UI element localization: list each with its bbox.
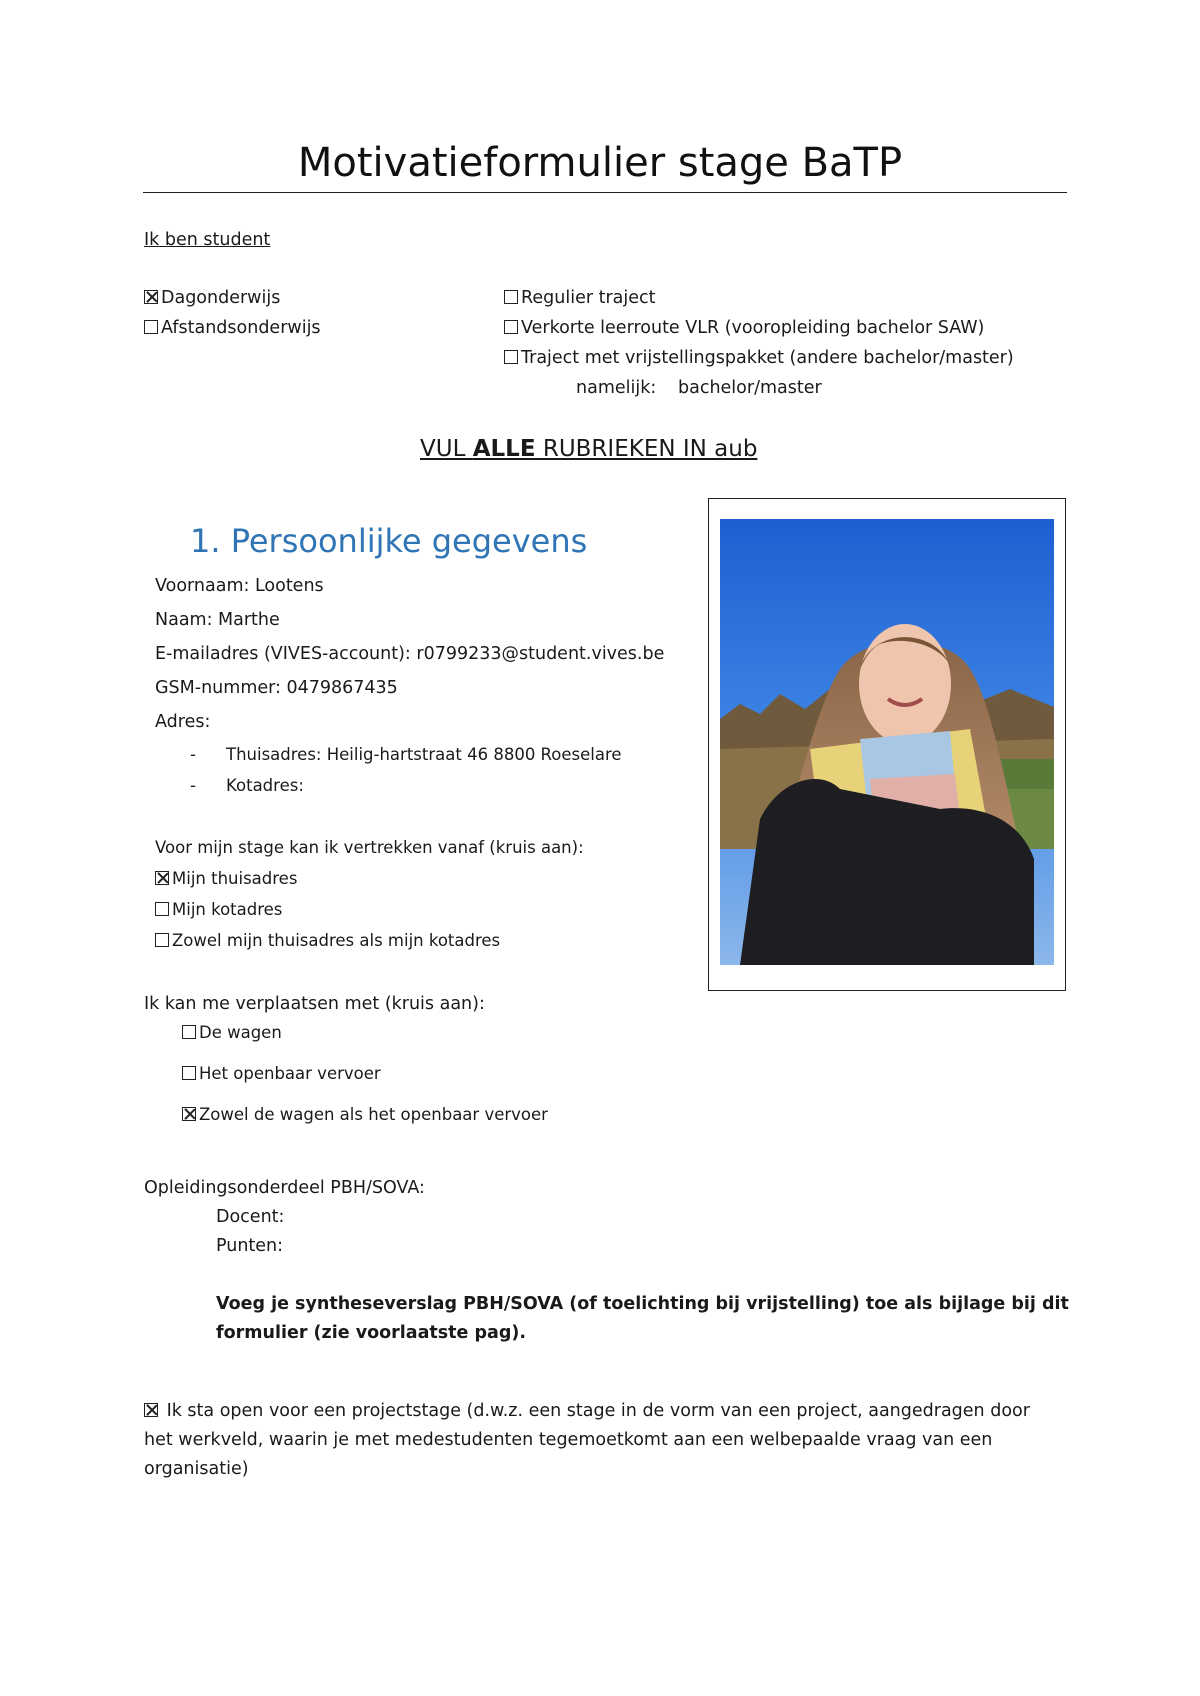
list-dash: - [190,776,196,795]
checkbox[interactable] [504,320,518,334]
option-label: Afstandsonderwijs [161,318,321,338]
option-dagonderwijs[interactable] [144,288,280,308]
section-number: 1. [190,522,221,560]
checkbox[interactable] [144,320,158,334]
section-title: Persoonlijke gegevens [230,522,588,560]
option-verkorte-leerroute[interactable] [504,318,984,338]
portrait-image [720,519,1054,965]
voornaam-field: Voornaam: Lootens [155,576,324,596]
page-title: Motivatieformulier stage BaTP [297,140,903,186]
checkbox-checked[interactable] [182,1107,196,1121]
instruction-prefix: VUL [420,436,473,462]
option-label: Zowel de wagen als het openbaar vervoer [199,1105,548,1124]
thuisadres-value: Thuisadres: Heilig-hartstraat 46 8800 Roeselare [226,745,622,764]
instruction-bold: ALLE [472,436,536,462]
checkbox[interactable] [155,902,169,916]
adres-label: Adres: [155,712,211,732]
option-afstandsonderwijs[interactable] [144,318,321,338]
opleiding-note-line-2: formulier (zie voorlaatste pag). [216,1323,527,1343]
option-label: Zowel mijn thuisadres als mijn kotadres [172,931,501,950]
vertrek-option-thuisadres[interactable] [155,869,297,888]
verplaatsen-option-openbaar-vervoer[interactable] [182,1064,381,1083]
email-field: E-mailadres (VIVES-account): r0799233@student.vives.be [155,644,665,664]
checkbox[interactable] [182,1066,196,1080]
gsm-field: GSM-nummer: 0479867435 [155,678,398,698]
namelijk-label: namelijk: [576,378,657,398]
title-underline [143,192,1067,193]
kotadres-label: Kotadres: [226,776,304,795]
vertrek-option-beide[interactable] [155,931,500,950]
checkbox[interactable] [504,350,518,364]
checkbox-checked[interactable] [144,1403,158,1417]
opleiding-note-line-1: Voeg je syntheseverslag PBH/SOVA (of toelichting bij vrijstelling) toe als bijlage bij dit [216,1294,1069,1314]
verplaatsen-option-beide[interactable] [182,1105,548,1124]
opleiding-heading: Opleidingsonderdeel PBH/SOVA: [144,1178,425,1198]
checkbox-checked[interactable] [155,871,169,885]
vertrek-question: Voor mijn stage kan ik vertrekken vanaf (kruis aan): [155,838,584,857]
option-label: Verkorte leerroute VLR (vooropleiding bachelor SAW) [521,318,985,338]
checkbox[interactable] [504,290,518,304]
option-label: Mijn thuisadres [172,869,298,888]
option-label: Het openbaar vervoer [199,1064,381,1083]
verplaatsen-question: Ik kan me verplaatsen met (kruis aan): [144,994,485,1014]
option-label: Regulier traject [521,288,656,308]
projectstage-line-1[interactable] [144,1401,1030,1421]
student-heading: Ik ben student [144,230,271,250]
projectstage-line-2: het werkveld, waarin je met medestudenten tegemoetkomt aan een welbepaalde vraag van een [144,1430,993,1450]
option-vrijstellingspakket[interactable] [504,348,1014,368]
student-photo [720,519,1054,965]
instruction-suffix: RUBRIEKEN IN aub [535,436,758,462]
namelijk-value: bachelor/master [678,378,822,398]
docent-label: Docent: [216,1207,285,1227]
kotadres-item [190,776,304,795]
option-label: De wagen [199,1023,282,1042]
instruction-banner [420,436,757,462]
thuisadres-item [190,745,622,764]
checkbox[interactable] [182,1025,196,1039]
checkbox-checked[interactable] [144,290,158,304]
punten-label: Punten: [216,1236,284,1256]
section-heading-persoonlijke-gegevens [190,522,587,560]
projectstage-text: Ik sta open voor een projectstage (d.w.z. een stage in de vorm van een project, aangedragen door [166,1401,1030,1421]
option-label: Mijn kotadres [172,900,283,919]
option-label: Traject met vrijstellingspakket (andere bachelor/master) [521,348,1014,368]
list-dash: - [190,745,196,764]
projectstage-line-3: organisatie) [144,1459,249,1479]
checkbox[interactable] [155,933,169,947]
naam-field: Naam: Marthe [155,610,280,630]
option-label: Dagonderwijs [161,288,281,308]
verplaatsen-option-wagen[interactable] [182,1023,282,1042]
option-regulier-traject[interactable] [504,288,655,308]
vertrek-option-kotadres[interactable] [155,900,282,919]
